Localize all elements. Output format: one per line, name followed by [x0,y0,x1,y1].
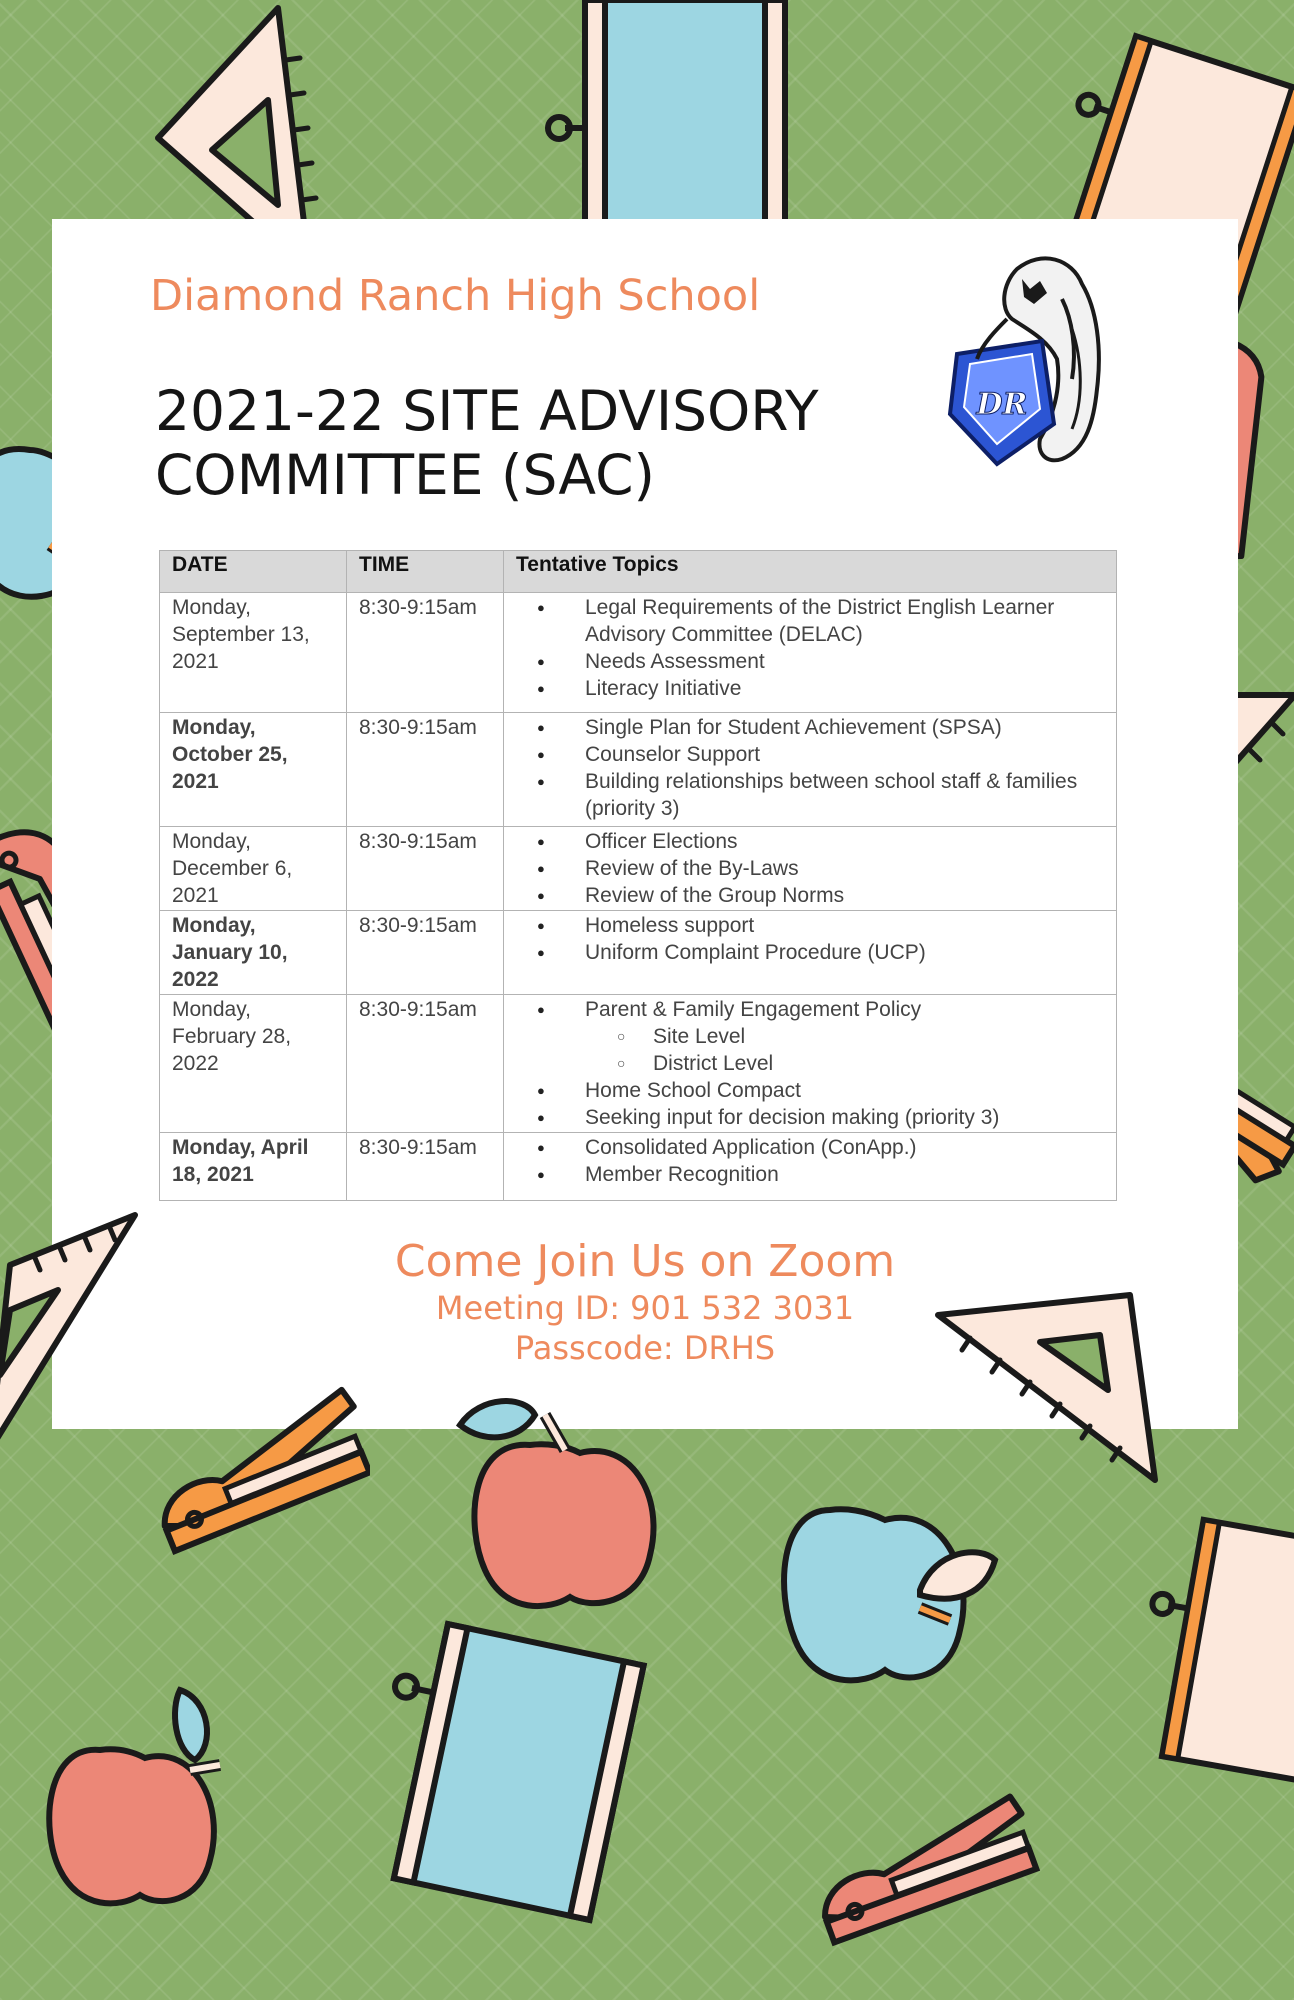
row-topics [504,995,1117,1133]
row-topics [504,911,1117,995]
apple-red-icon [440,1385,690,1635]
poster-scroll-cream-icon [1130,1510,1294,1810]
title-line-2: COMMITTEE (SAC) [155,443,655,507]
row-topics [504,713,1117,827]
stapler-orange-icon [130,1370,370,1570]
zoom-passcode: Passcode: DRHS [514,1329,776,1367]
table-row [160,593,1117,713]
topic-item: ● Member Recognition [516,1161,1104,1188]
row-topics [504,593,1117,713]
row-time: 8:30-9:15am [347,995,504,1133]
topic-item: ● Uniform Complaint Procedure (UCP) [516,939,1104,966]
ruler-triangle-icon [0,1210,140,1460]
topic-item: ● Counselor Support [516,741,1104,768]
panther-logo [922,249,1122,479]
topic-item: ● Needs Assessment [516,648,1104,675]
logo-text: DR [976,387,1028,422]
zoom-meeting-id: Meeting ID: 901 532 3031 [435,1289,855,1327]
row-time: 8:30-9:15am [347,713,504,827]
row-time: 8:30-9:15am [347,1133,504,1201]
page-title [155,379,915,507]
column-header-date: DATE [160,551,347,593]
topic-subitem: ○ Site Level [516,1023,1104,1050]
table-row [160,911,1117,995]
topic-item: ● Single Plan for Student Achievement (SPSA) [516,714,1104,741]
topic-item: ● Review of the By-Laws [516,855,1104,882]
zoom-heading: Come Join Us on Zoom [394,1236,896,1287]
row-time: 8:30-9:15am [347,827,504,911]
table-row [160,713,1117,827]
row-date: Monday, September 13, 2021 [160,593,347,713]
column-header-time: TIME [347,551,504,593]
apple-blue-icon [770,1480,1030,1720]
table-header-row [160,551,1117,593]
topic-item: ● Homeless support [516,912,1104,939]
topic-item: ● Parent & Family Engagement Policy [516,996,1104,1023]
row-date: Monday, February 28, 2022 [160,995,347,1133]
school-name: Diamond Ranch High School [150,271,761,321]
column-header-topics: Tentative Topics [504,551,1117,593]
row-topics [504,1133,1117,1201]
topic-item: ● Literacy Initiative [516,675,1104,702]
ruler-triangle-icon [930,1290,1160,1490]
topic-item: ● Building relationships between school staff & families (priority 3) [516,768,1104,822]
row-date: Monday, December 6, 2021 [160,827,347,911]
topic-subitem: ○ District Level [516,1050,1104,1077]
table-row [160,995,1117,1133]
row-date: Monday, January 10, 2022 [160,911,347,995]
stapler-red-icon [795,1770,1055,1970]
topic-item: ● Consolidated Application (ConApp.) [516,1134,1104,1161]
row-date: Monday, October 25, 2021 [160,713,347,827]
topic-item: ● Review of the Group Norms [516,882,1104,909]
row-time: 8:30-9:15am [347,593,504,713]
schedule-table [159,550,1117,1201]
topic-item: ● Home School Compact [516,1077,1104,1104]
topic-item: ● Seeking input for decision making (priority 3) [516,1104,1104,1131]
poster-scroll-blue-icon [350,1600,670,1930]
topic-item: ● Officer Elections [516,828,1104,855]
row-topics [504,827,1117,911]
flyer-card [52,219,1238,1429]
row-date: Monday, April 18, 2021 [160,1133,347,1201]
apple-red-icon [30,1680,250,1920]
table-row [160,1133,1117,1201]
table-row [160,827,1117,911]
topic-item: ● Legal Requirements of the District English Learner Advisory Committee (DELAC) [516,594,1104,648]
title-line-1: 2021-22 SITE ADVISORY [155,379,819,443]
row-time: 8:30-9:15am [347,911,504,995]
